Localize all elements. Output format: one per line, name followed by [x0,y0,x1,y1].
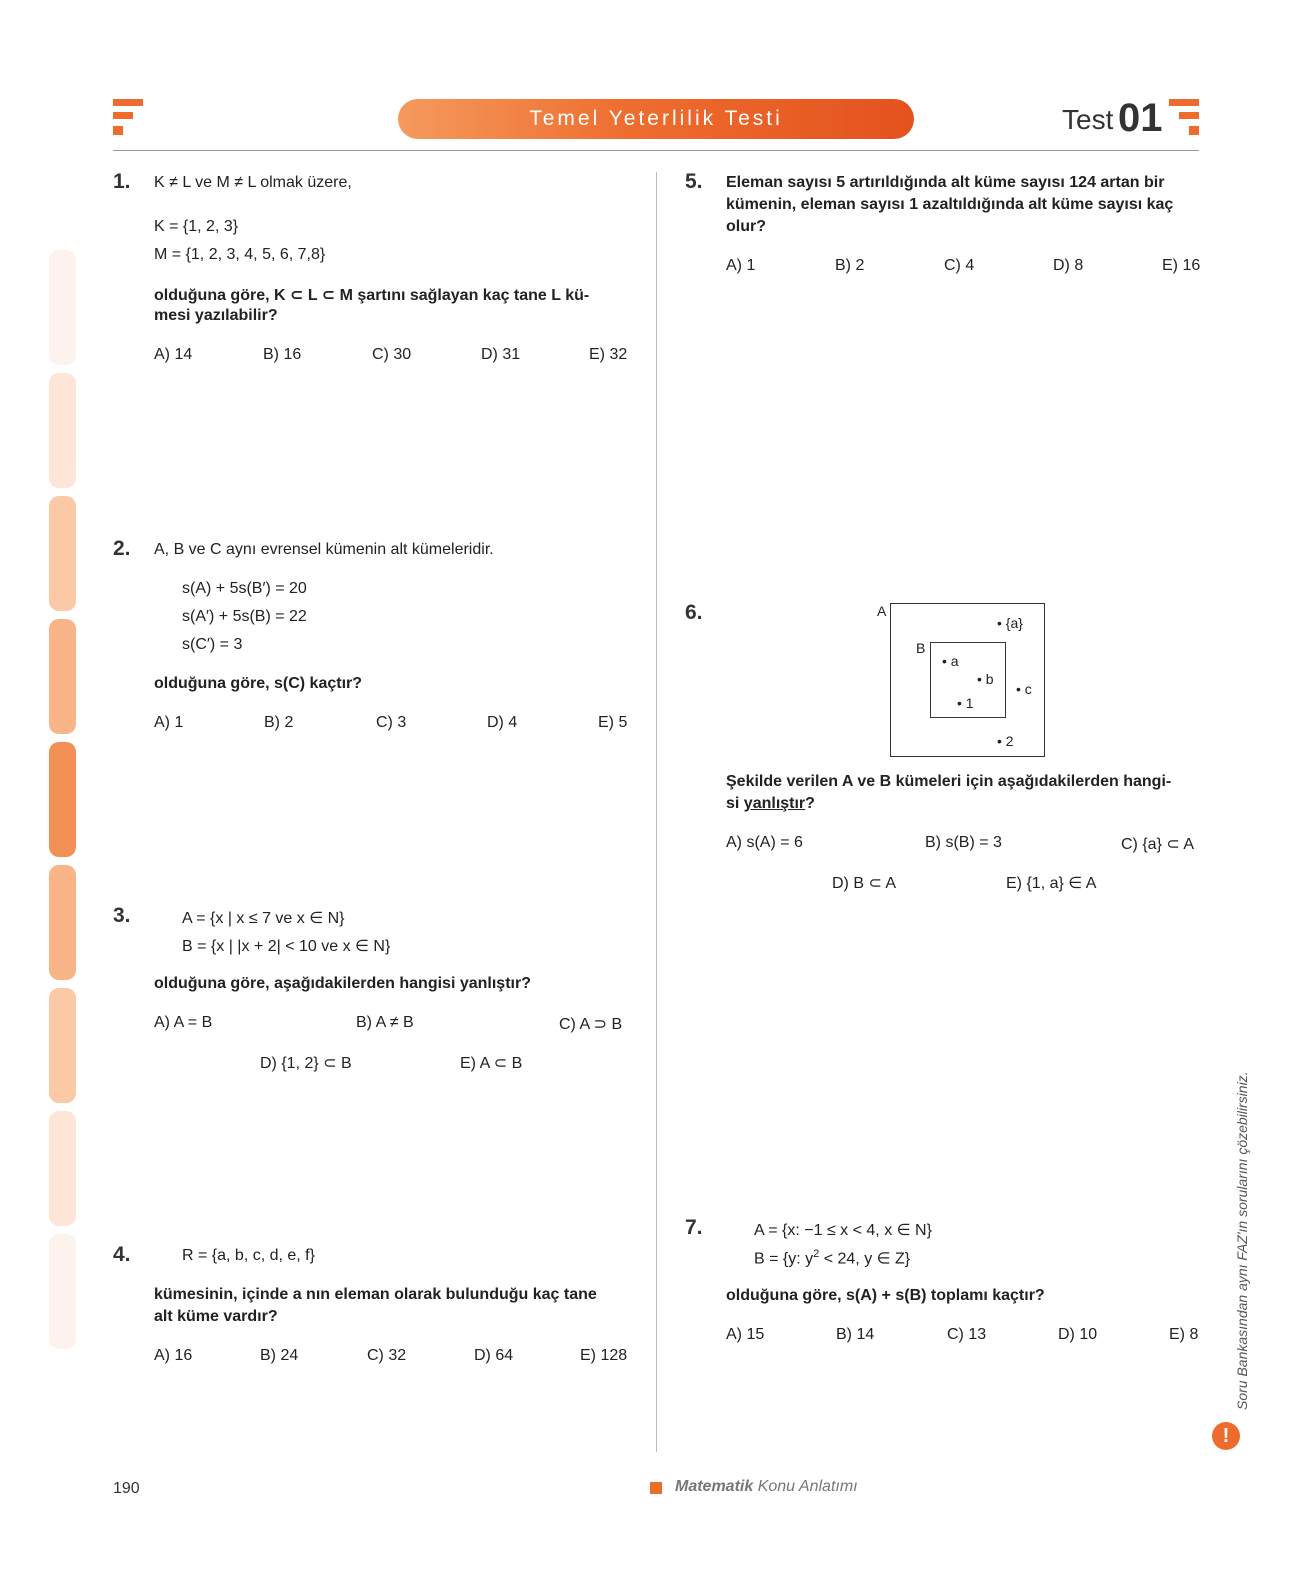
option-a: A) 16 [154,1347,193,1364]
option-a: A) 1 [154,714,184,731]
option-d: D) B ⊂ A [832,875,897,892]
option-e: E) 5 [598,714,628,731]
side-tab [49,988,76,1103]
set-b: B = {x | |x + 2| < 10 ve x ∈ N} [182,938,391,955]
diagram-element: • 1 [957,695,974,711]
side-tab [49,619,76,734]
question-prompt: kümesinin, içinde a nın eleman olarak bulunduğu kaç tane [154,1286,597,1303]
question-prompt: kümenin, eleman sayısı 1 azaltıldığında alt küme sayısı kaç [726,196,1174,213]
option-d: D) 64 [474,1347,514,1364]
option-b: B) s(B) = 3 [925,834,1002,851]
column-divider [656,172,657,1452]
option-c: C) 32 [367,1347,407,1364]
question-text: A, B ve C aynı evrensel kümenin alt kümeleridir. [154,541,494,558]
question-prompt: olur? [726,218,766,235]
option-b: B) A ≠ B [356,1014,414,1031]
option-c: C) 13 [947,1326,987,1343]
option-b: B) 2 [264,714,294,731]
question-number: 3. [113,904,131,927]
set-r: R = {a, b, c, d, e, f} [182,1247,315,1264]
option-d: D) 10 [1058,1326,1098,1343]
side-tab [49,1234,76,1349]
side-tab [49,865,76,980]
side-tab [49,742,76,857]
side-tab [49,250,76,365]
option-a: A) 14 [154,346,193,363]
option-e: E) {1, a} ∈ A [1006,875,1097,892]
question-prompt: Eleman sayısı 5 artırıldığında alt küme sayısı 124 artan bir [726,174,1165,191]
diagram-element: • c [1016,681,1032,697]
side-tab [49,1111,76,1226]
diagram-element: • {a} [997,615,1023,631]
option-b: B) 16 [263,346,302,363]
equation: s(C′) = 3 [182,636,243,653]
option-e: E) 8 [1169,1326,1199,1343]
test-label: Test [1062,104,1114,135]
question-prompt: mesi yazılabilir? [154,307,278,324]
question-number: 4. [113,1243,131,1266]
brand-logo-right [1169,99,1199,139]
option-d: D) {1, 2} ⊂ B [260,1055,352,1072]
set-a: A = {x: −1 ≤ x < 4, x ∈ N} [754,1222,932,1239]
option-e: E) 128 [580,1347,628,1364]
diagram-element: • b [977,671,994,687]
option-c: C) {a} ⊂ A [1121,836,1194,853]
option-c: C) 4 [944,257,975,274]
option-a: A) A = B [154,1014,213,1031]
option-e: E) 32 [589,346,628,363]
question-number: 7. [685,1216,703,1239]
diagram-element: • 2 [997,733,1014,749]
side-tab [49,373,76,488]
diagram-element: • a [942,653,959,669]
option-a: A) s(A) = 6 [726,834,803,851]
equation: s(A) + 5s(B′) = 20 [182,580,307,597]
option-e: E) A ⊂ B [460,1055,523,1072]
set-a: A = {x | x ≤ 7 ve x ∈ N} [182,910,345,927]
option-c: C) 3 [376,714,407,731]
equation: s(A′) + 5s(B) = 22 [182,608,307,625]
question-prompt: Şekilde verilen A ve B kümeleri için aşağıdakilerden hangi- [726,773,1172,790]
side-tab [49,496,76,611]
brand-logo-left [113,99,143,139]
question-number: 5. [685,170,703,193]
question-prompt: olduğuna göre, s(C) kaçtır? [154,675,363,692]
question-prompt: olduğuna göre, aşağıdakilerden hangisi yanlıştır? [154,975,531,992]
option-b: B) 24 [260,1347,299,1364]
question-prompt: olduğuna göre, K ⊂ L ⊂ M şartını sağlayan kaç tane L kü- [154,287,590,304]
question-number: 2. [113,537,131,560]
question-prompt: olduğuna göre, s(A) + s(B) toplamı kaçtır? [726,1287,1045,1304]
option-a: A) 1 [726,257,756,274]
option-b: B) 14 [836,1326,875,1343]
diagram-label-a: A [877,603,887,619]
diagram-label-b: B [916,640,926,656]
question-number: 6. [685,601,703,624]
question-number: 1. [113,170,131,193]
question-prompt: si yanlıştır? [726,795,815,812]
question-prompt: alt küme vardır? [154,1308,278,1325]
book-title: Matematik Konu Anlatımı [675,1478,858,1495]
option-a: A) 15 [726,1326,765,1343]
option-d: D) 4 [487,714,518,731]
page-number: 190 [113,1480,140,1497]
option-c: C) A ⊃ B [559,1016,623,1033]
test-number: 01 [1118,96,1163,140]
option-d: D) 31 [481,346,521,363]
question-text: K ≠ L ve M ≠ L olmak üzere, [154,174,352,191]
option-e: E) 16 [1162,257,1201,274]
footer-square-icon [650,1482,662,1494]
exclamation-icon: ! [1212,1422,1240,1450]
header-rule [113,150,1199,151]
set-b: B = {y: $y^2 < 24$, y ∈ Z} [754,1248,911,1268]
side-note: Soru Bankasından aynı FAZ'ın sorularını çözebilirsiniz. [1234,1071,1250,1410]
option-c: C) 30 [372,346,412,363]
option-b: B) 2 [835,257,865,274]
option-d: D) 8 [1053,257,1084,274]
set-m: M = {1, 2, 3, 4, 5, 6, 7,8} [154,246,326,263]
test-title-banner: Temel Yeterlilik Testi [398,99,914,139]
set-k: K = {1, 2, 3} [154,218,239,235]
